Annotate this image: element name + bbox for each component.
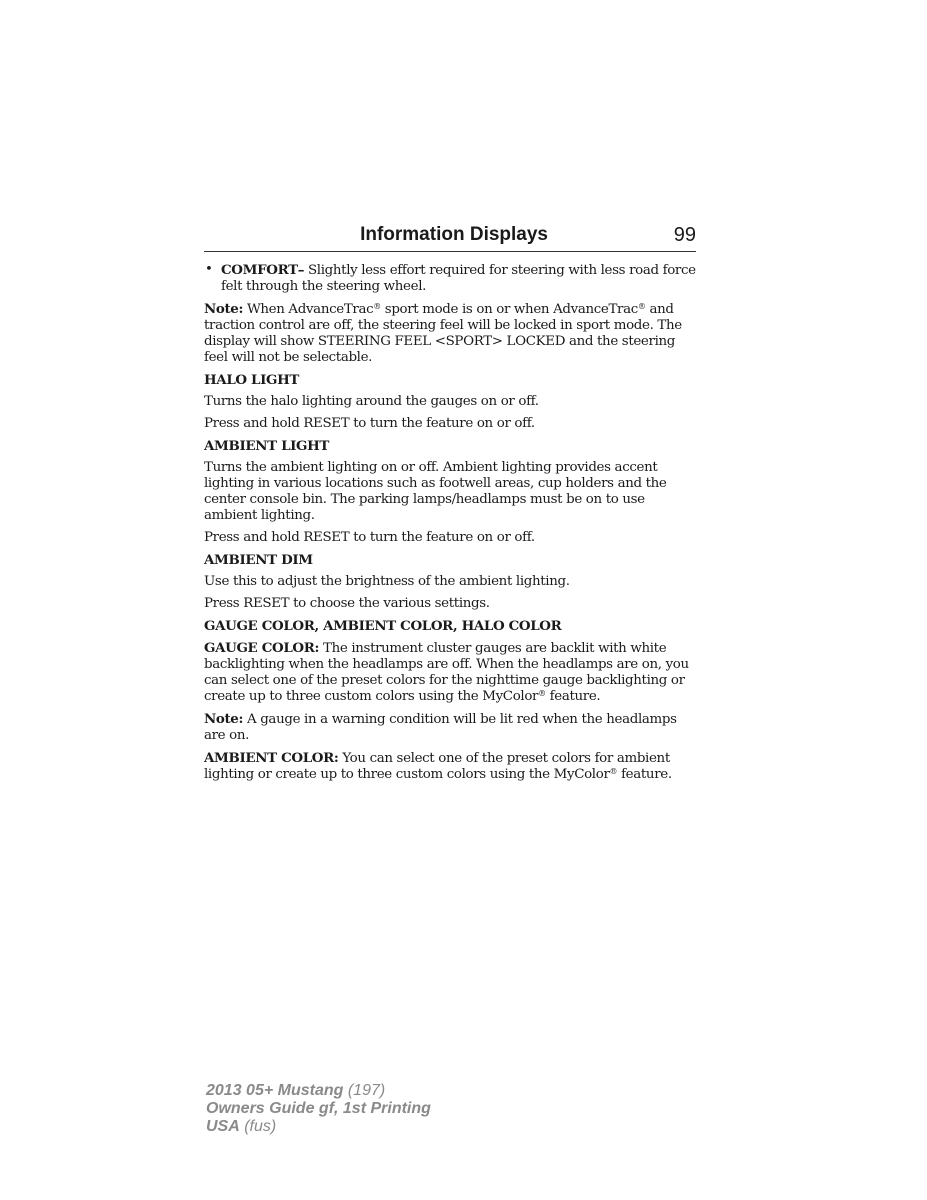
footer-guide: Owners Guide gf, 1st Printing [206, 1100, 431, 1117]
ambient-dim-text: Use this to adjust the brightness of the ambient lighting. [204, 574, 570, 589]
section-title: Information Displays [360, 224, 548, 245]
ambient-color-text: feature. [617, 767, 672, 782]
gauge-color-text: The instrument cluster gauges are backlit with white backlighting when the headlamps are off. When the headlamps are on, you can select one of the preset colors for the nighttime gauge backlighting or create up to three custom colors using the MyColor [204, 641, 689, 704]
note-label: Note: [204, 711, 244, 727]
note-text: When AdvanceTrac [243, 302, 374, 317]
registered-mark: ® [538, 689, 546, 698]
bullet-dot-icon: • [205, 262, 213, 277]
ambient-color-paragraph [204, 750, 696, 783]
footer-region: USA [206, 1118, 240, 1135]
gauge-color-paragraph [204, 640, 696, 705]
note-text: and traction control are off, the steering feel will be locked in sport mode. The display will show STEERING FEEL <SPORT> LOCKED and the steering feel will not be selectable. [204, 302, 682, 365]
gauge-color-label: GAUGE COLOR: [204, 640, 320, 656]
comfort-text: Slightly less effort required for steering with less road force felt through the steering wheel. [221, 263, 696, 294]
color-settings-heading: GAUGE COLOR, AMBIENT COLOR, HALO COLOR [204, 618, 562, 634]
footer-line-region [206, 1118, 431, 1136]
footer-model-code: (197) [343, 1082, 386, 1099]
footer-line-guide [206, 1100, 431, 1118]
page-body [204, 262, 696, 783]
note-text: sport mode is on or when AdvanceTrac [380, 302, 638, 317]
registered-mark: ® [637, 302, 646, 311]
ambient-light-text: Turns the ambient lighting on or off. Ambient lighting provides accent lighting in various locations such as footwell areas, cup holders and the center console bin. The parking lamps/headlamps must be on to use ambient lighting. [204, 460, 667, 523]
ambient-color-label: AMBIENT COLOR: [204, 750, 339, 766]
note-steering [204, 301, 696, 366]
halo-light-reset-text: Press and hold RESET to turn the feature on or off. [204, 416, 535, 431]
page-header [204, 224, 696, 252]
registered-mark: ® [373, 302, 381, 311]
ambient-light-reset-text: Press and hold RESET to turn the feature on or off. [204, 530, 535, 545]
ambient-color-text: You can select one of the preset colors for ambient lighting or create up to three custom colors using the MyColor [204, 751, 670, 782]
page-number: 99 [673, 224, 696, 246]
registered-mark: ® [609, 767, 618, 776]
halo-light-heading: HALO LIGHT [204, 372, 300, 388]
manual-page [204, 224, 696, 789]
comfort-bullet [204, 262, 696, 295]
ambient-dim-heading: AMBIENT DIM [204, 552, 313, 568]
note-label: Note: [204, 301, 244, 317]
halo-light-text: Turns the halo lighting around the gauges on or off. [204, 394, 539, 409]
note-gauge-warning [204, 711, 696, 744]
footer-region-code: (fus) [239, 1118, 277, 1135]
gauge-color-text: feature. [545, 689, 601, 704]
print-footer [206, 1082, 431, 1136]
footer-line-model [206, 1082, 431, 1100]
ambient-light-heading: AMBIENT LIGHT [204, 438, 330, 454]
ambient-dim-reset-text: Press RESET to choose the various settings. [204, 596, 490, 611]
comfort-label: COMFORT– [221, 262, 305, 278]
footer-model: 2013 05+ Mustang [206, 1082, 344, 1099]
note-text: A gauge in a warning condition will be lit red when the headlamps are on. [204, 712, 677, 743]
